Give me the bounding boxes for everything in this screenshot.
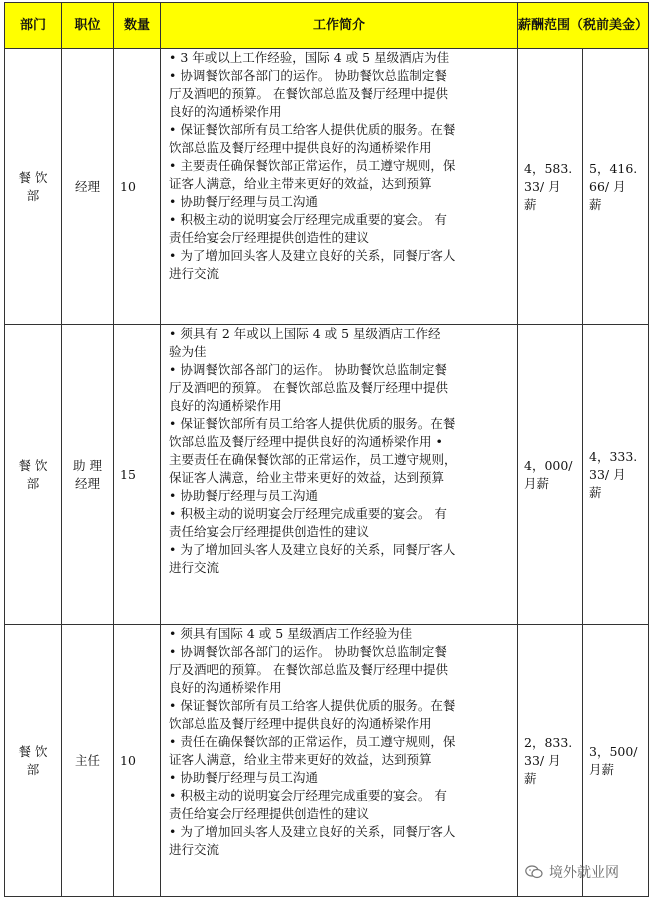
desc-line: 证客人满意，给业主带来更好的效益，达到预算	[169, 752, 432, 767]
desc-line: • 积极主动的说明宴会厅经理完成重要的宴会。 有	[169, 212, 447, 227]
desc-line: 进行交流	[169, 266, 220, 281]
salary-min-cell: 4，000/ 月薪	[518, 325, 583, 625]
desc-line: 验为佳	[169, 344, 207, 359]
desc-line: 厅及酒吧的预算。 在餐饮部总监及餐厅经理中提供	[169, 662, 448, 677]
desc-line: • 协助餐厅经理与员工沟通	[169, 194, 318, 209]
qty-cell: 15	[114, 325, 161, 625]
salary-min-cell: 4，583. 33/ 月 薪	[518, 49, 583, 325]
salary-min-cell: 2，833. 33/ 月 薪	[518, 625, 583, 897]
desc-line: 证客人满意，给业主带来更好的效益，达到预算	[169, 176, 432, 191]
desc-line: 良好的沟通桥梁作用	[169, 398, 282, 413]
desc-line: • 协调餐饮部各部门的运作。 协助餐饮总监制定餐	[169, 644, 447, 659]
position-cell: 主任	[62, 625, 114, 897]
desc-line: 进行交流	[169, 560, 220, 575]
desc-line: 厅及酒吧的预算。 在餐饮部总监及餐厅经理中提供	[169, 380, 448, 395]
header-row	[5, 3, 649, 49]
desc-line: • 须具有国际 4 或 5 星级酒店工作经验为佳	[169, 626, 413, 641]
dept-cell: 餐 饮 部	[5, 325, 62, 625]
desc-line: • 协调餐饮部各部门的运作。 协助餐饮总监制定餐	[169, 68, 447, 83]
desc-line: • 保证餐饮部所有员工给客人提供优质的服务。在餐	[169, 122, 456, 137]
desc-line: 良好的沟通桥梁作用	[169, 104, 282, 119]
desc-line: 良好的沟通桥梁作用	[169, 680, 282, 695]
desc-line: • 协助餐厅经理与员工沟通	[169, 488, 318, 503]
salary-max-cell: 3，500/ 月薪	[583, 625, 649, 897]
desc-line: • 为了增加回头客人及建立良好的关系，同餐厅客人	[169, 824, 456, 839]
desc-line: 饮部总监及餐厅经理中提供良好的沟通桥梁作用	[169, 140, 432, 155]
desc-cell	[161, 49, 518, 325]
desc-line: 责任给宴会厅经理提供创造性的建议	[169, 806, 370, 821]
desc-line: • 为了增加回头客人及建立良好的关系，同餐厅客人	[169, 248, 456, 263]
header-dept: 部门	[5, 3, 62, 49]
desc-line: 责任给宴会厅经理提供创造性的建议	[169, 230, 370, 245]
desc-line: 饮部总监及餐厅经理中提供良好的沟通桥梁作用 •	[169, 434, 443, 449]
desc-line: 厅及酒吧的预算。 在餐饮部总监及餐厅经理中提供	[169, 86, 448, 101]
header-qty: 数量	[114, 3, 161, 49]
wechat-icon	[525, 865, 543, 879]
header-position: 职位	[62, 3, 114, 49]
qty-cell: 10	[114, 625, 161, 897]
desc-line: • 须具有 2 年或以上国际 4 或 5 星级酒店工作经	[169, 326, 441, 341]
table-row	[5, 325, 649, 625]
desc-line: • 主要责任确保餐饮部正常运作，员工遵守规则，保	[169, 158, 456, 173]
desc-line: 饮部总监及餐厅经理中提供良好的沟通桥梁作用	[169, 716, 432, 731]
table-row	[5, 49, 649, 325]
desc-line: • 保证餐饮部所有员工给客人提供优质的服务。在餐	[169, 698, 456, 713]
qty-cell: 10	[114, 49, 161, 325]
desc-line: • 为了增加回头客人及建立良好的关系，同餐厅客人	[169, 542, 456, 557]
position-cell: 助 理 经理	[62, 325, 114, 625]
desc-line: • 责任在确保餐饮部的正常运作，员工遵守规则，保	[169, 734, 456, 749]
salary-max-cell: 4，333. 33/ 月 薪	[583, 325, 649, 625]
desc-line: • 协助餐厅经理与员工沟通	[169, 770, 318, 785]
desc-line: 进行交流	[169, 842, 220, 857]
desc-line: • 积极主动的说明宴会厅经理完成重要的宴会。 有	[169, 788, 447, 803]
position-cell: 经理	[62, 49, 114, 325]
desc-line: • 积极主动的说明宴会厅经理完成重要的宴会。 有	[169, 506, 447, 521]
desc-line: • 协调餐饮部各部门的运作。 协助餐饮总监制定餐	[169, 362, 447, 377]
watermark-text: 境外就业网	[549, 865, 619, 881]
desc-line: • 保证餐饮部所有员工给客人提供优质的服务。在餐	[169, 416, 456, 431]
dept-cell: 餐 饮 部	[5, 625, 62, 897]
desc-line: 保证客人满意，给业主带来更好的效益，达到预算	[169, 470, 445, 485]
desc-cell	[161, 325, 518, 625]
desc-line: • 3 年或以上工作经验，国际 4 或 5 星级酒店为佳	[169, 50, 450, 65]
desc-cell	[161, 625, 518, 897]
table-row	[5, 625, 649, 897]
salary-max-cell: 5，416. 66/ 月 薪	[583, 49, 649, 325]
desc-line: 责任给宴会厅经理提供创造性的建议	[169, 524, 370, 539]
job-table	[4, 2, 649, 897]
header-desc: 工作简介	[161, 3, 518, 49]
desc-line: 主要责任在确保餐饮部的正常运作，员工遵守规则，	[169, 452, 457, 467]
dept-cell: 餐 饮 部	[5, 49, 62, 325]
watermark	[525, 862, 619, 882]
header-salary: 薪酬范围（税前美金）	[518, 3, 649, 49]
